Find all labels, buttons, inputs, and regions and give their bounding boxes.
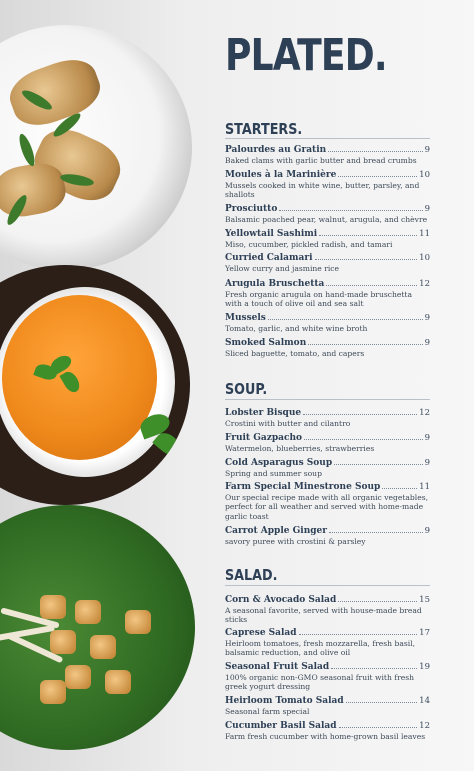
menu-item: [225, 458, 430, 478]
menu-item: [225, 433, 430, 453]
item-name: Prosciutto: [225, 204, 278, 214]
leader-dots: [328, 151, 422, 152]
menu-item: [225, 721, 430, 741]
section-title-starters: STARTERS.: [225, 120, 303, 138]
item-description: Heirloom tomatoes, fresh mozzarella, fresh basil, balsamic reduction, and olive oil: [225, 639, 416, 658]
item-name: Lobster Bisque: [225, 408, 302, 418]
leader-dots: [319, 235, 417, 236]
item-name: Smoked Salmon: [225, 338, 307, 348]
leader-dots: [326, 285, 417, 286]
menu-item: [225, 145, 430, 165]
leader-dots: [329, 532, 423, 533]
section-divider: [225, 585, 430, 586]
item-name: Fruit Gazpacho: [225, 433, 303, 443]
menu-item: [225, 338, 430, 358]
menu-item: [225, 253, 430, 273]
item-description: Sliced baguette, tomato, and capers: [225, 349, 365, 358]
menu-item: [225, 482, 430, 521]
menu-item: [225, 526, 430, 546]
item-name: Yellowtail Sashimi: [225, 229, 318, 239]
item-description: Watermelon, blueberries, strawberries: [225, 444, 375, 453]
leader-dots: [268, 319, 423, 320]
leader-dots: [331, 668, 417, 669]
leader-dots: [308, 344, 422, 345]
leader-dots: [338, 601, 417, 602]
menu-item: [225, 204, 430, 224]
item-name: Farm Special Minestrone Soup: [225, 482, 381, 492]
menu-item: [225, 662, 430, 692]
menu-item: [225, 279, 430, 309]
leader-dots: [338, 176, 417, 177]
item-name: Cucumber Basil Salad: [225, 721, 337, 731]
menu-item: [225, 229, 430, 249]
item-price: 9: [424, 204, 430, 214]
item-name: Seasonal Fruit Salad: [225, 662, 330, 672]
item-name: Mussels: [225, 313, 266, 323]
item-name: Cold Asparagus Soup: [225, 458, 333, 468]
item-price: 12: [419, 279, 430, 289]
leader-dots: [382, 488, 417, 489]
menu-item: [225, 628, 430, 658]
item-description: 100% organic non-GMO seasonal fruit with fresh greek yogurt dressing: [225, 673, 414, 692]
item-description: Fresh organic arugula on hand-made bruschetta with a touch of olive oil and sea salt: [225, 290, 412, 309]
item-price: 9: [424, 338, 430, 348]
item-description: savory puree with crostini & parsley: [225, 537, 366, 546]
item-price: 9: [424, 313, 430, 323]
item-price: 19: [419, 662, 430, 672]
item-price: 11: [419, 482, 430, 492]
item-name: Corn & Avocado Salad: [225, 595, 337, 605]
item-description: Our special recipe made with all organic vegetables, perfect for all weather and served with home-made garlic toast: [225, 493, 429, 521]
leader-dots: [303, 414, 417, 415]
section-title-soup: SOUP.: [225, 380, 268, 398]
item-description: A seasonal favorite, served with house-made bread sticks: [225, 606, 422, 625]
item-price: 11: [419, 229, 430, 239]
item-price: 12: [419, 721, 430, 731]
item-name: Caprese Salad: [225, 628, 297, 638]
leader-dots: [334, 464, 422, 465]
menu-item: [225, 696, 430, 716]
item-name: Heirloom Tomato Salad: [225, 696, 344, 706]
item-price: 9: [424, 145, 430, 155]
item-price: 12: [419, 408, 430, 418]
item-name: Arugula Bruschetta: [225, 279, 325, 289]
leader-dots: [304, 439, 423, 440]
leader-dots: [346, 702, 418, 703]
leader-dots: [339, 727, 418, 728]
item-description: Seasonal farm special: [225, 707, 310, 716]
leader-dots: [299, 634, 418, 635]
item-price: 10: [419, 170, 430, 180]
item-description: Spring and summer soup: [225, 469, 322, 478]
item-name: Curried Calamari: [225, 253, 313, 263]
item-description: Baked clams with garlic butter and bread crumbs: [225, 156, 417, 165]
section-divider: [225, 138, 430, 139]
item-name: Carrot Apple Ginger: [225, 526, 328, 536]
starters-photo: [0, 25, 192, 270]
soup-photo: [0, 265, 190, 505]
leader-dots: [279, 210, 422, 211]
section-title-salad: SALAD.: [225, 566, 278, 584]
menu-item: [225, 170, 430, 200]
item-price: 10: [419, 253, 430, 263]
item-price: 9: [424, 458, 430, 468]
item-price: 15: [419, 595, 430, 605]
item-description: Balsamic poached pear, walnut, arugula, and chèvre: [225, 215, 428, 224]
item-description: Farm fresh cucumber with home-grown basil leaves: [225, 732, 426, 741]
leader-dots: [315, 259, 418, 260]
item-description: Miso, cucumber, pickled radish, and tamari: [225, 240, 393, 249]
item-name: Palourdes au Gratin: [225, 145, 327, 155]
brand-logo: PLATED.: [225, 30, 387, 81]
item-price: 9: [424, 526, 430, 536]
salad-photo: [0, 505, 195, 750]
item-price: 17: [419, 628, 430, 638]
item-name: Moules à la Marinière: [225, 170, 337, 180]
item-description: Mussels cooked in white wine, butter, parsley, and shallots: [225, 181, 420, 200]
section-divider: [225, 399, 430, 400]
menu-item: [225, 595, 430, 625]
item-description: Crostini with butter and cilantro: [225, 419, 351, 428]
item-description: Yellow curry and jasmine rice: [225, 264, 340, 273]
item-price: 14: [419, 696, 430, 706]
item-price: 9: [424, 433, 430, 443]
menu-item: [225, 408, 430, 428]
item-description: Tomato, garlic, and white wine broth: [225, 324, 368, 333]
menu-item: [225, 313, 430, 333]
